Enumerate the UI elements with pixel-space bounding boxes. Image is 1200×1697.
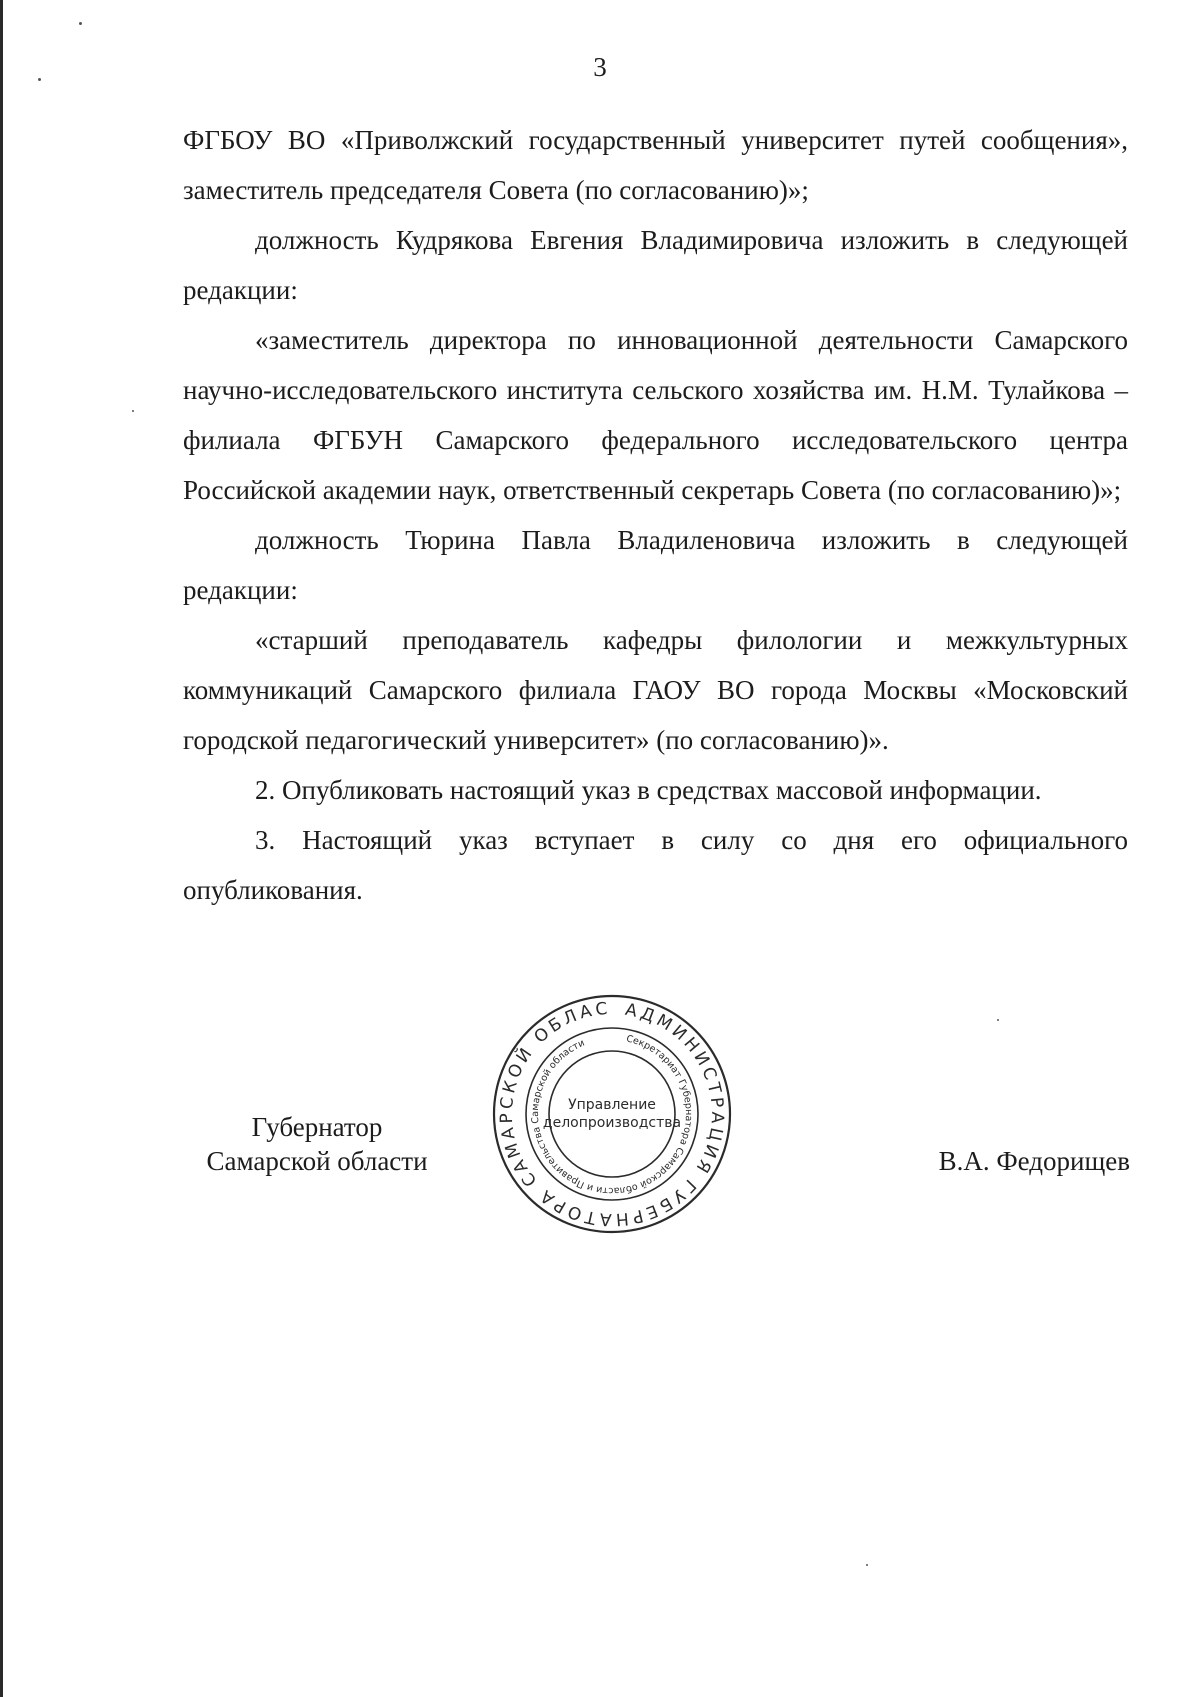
paragraph: 2. Опубликовать настоящий указ в средствах массовой информации. [255,775,1042,805]
scan-speck [866,1564,868,1566]
paragraph: должность Кудрякова Евгения Владимировича изложить в следующей редакции: [183,225,1128,305]
seal-inner-text: Секретариат Губернатора Самарской области и Правительства Самарской области [529,1033,694,1197]
paragraph: 3. Настоящий указ вступает в силу со дня его официального опубликования. [183,825,1128,905]
official-seal [491,993,733,1235]
signatory-position [192,1110,442,1178]
paragraph: «старший преподаватель кафедры филологии и межкультурных коммуникаций Самарского филиала ГАОУ ВО города Москвы «Московский городской педагогический университет» (по согласованию)». [183,625,1128,755]
scan-speck [79,22,82,25]
document-body [183,115,1128,915]
signatory-position-line: Губернатор [251,1112,383,1142]
seal-graphic [491,993,733,1235]
paragraph: ФГБОУ ВО «Приволжский государственный университет путей сообщения», заместитель председателя Совета (по согласованию)»; [183,125,1128,205]
signatory-position-line: Самарской области [206,1146,428,1176]
scan-speck [997,1019,999,1021]
signatory-name: В.А. Федорищев [938,1146,1130,1176]
seal-center-line: делопроизводства [542,1115,682,1131]
page-number: 3 [593,52,607,82]
seal-center-line: Управление [568,1097,656,1113]
seal-outer-text: АДМИНИСТРАЦИЯ ГУБЕРНАТОРА САМАРСКОЙ ОБЛАС [496,998,728,1230]
scan-speck [132,410,134,412]
scan-page-edge [0,0,3,1697]
paragraph: «заместитель директора по инновационной деятельности Самарского научно-исследовательского института сельского хозяйства им. Н.М. Тулайкова – филиала ФГБУН Самарского федерального исследовательского центра Российской академии наук, ответственный секретарь Совета (по согласованию)»; [183,325,1128,505]
paragraph: должность Тюрина Павла Владиленовича изложить в следующей редакции: [183,525,1128,605]
